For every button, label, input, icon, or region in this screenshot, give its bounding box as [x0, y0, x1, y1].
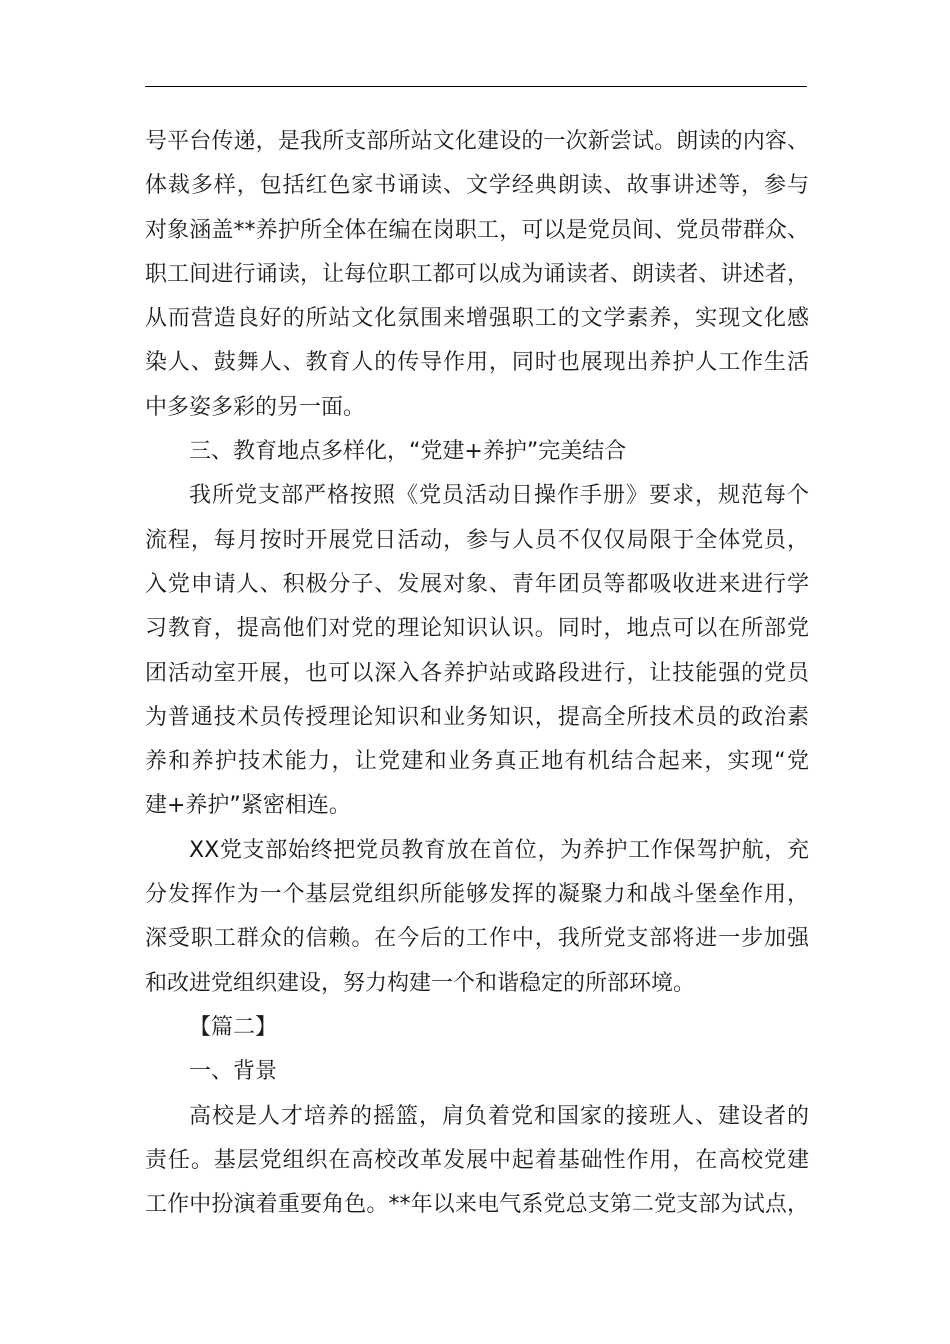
header-rule — [145, 86, 807, 87]
paragraph-line: 染人、鼓舞人、教育人的传导作用，同时也展现出养护人工作生活 — [145, 350, 809, 376]
paragraph-line: 体裁多样，包括红色家书诵读、文学经典朗读、故事讲述等，参与 — [145, 173, 809, 199]
paragraph-line: 高校是人才培养的摇篮，肩负着党和国家的接班人、建设者的 — [189, 1103, 809, 1129]
paragraph-line: 职工间进行诵读，让每位职工都可以成为诵读者、朗读者、讲述者， — [145, 261, 809, 287]
paragraph-line: 工作中扮演着重要角色。**年以来电气系党总支第二党支部为试点， — [145, 1192, 809, 1218]
paragraph-line: 责任。基层党组织在高校改革发展中起着基础性作用，在高校党建 — [145, 1147, 809, 1173]
section-heading: 三、教育地点多样化，“党建+养护”完美结合 — [189, 439, 627, 465]
document-body — [145, 120, 809, 1227]
paragraph-line: 习教育，提高他们对党的理论知识认识。同时，地点可以在所部党 — [145, 616, 809, 642]
paragraph-line: 从而营造良好的所站文化氛围来增强职工的文学素养，实现文化感 — [145, 306, 809, 332]
paragraph-line: 和改进党组织建设，努力构建一个和谐稳定的所部环境。 — [145, 970, 696, 996]
paragraph-line: 我所党支部严格按照《党员活动日操作手册》要求，规范每个 — [189, 483, 809, 509]
paragraph-line: 深受职工群众的信赖。在今后的工作中，我所党支部将进一步加强 — [145, 926, 809, 952]
paragraph-line: 分发挥作为一个基层党组织所能够发挥的凝聚力和战斗堡垒作用， — [145, 882, 809, 908]
section-heading: 一、背景 — [189, 1059, 278, 1085]
paragraph-line: 中多姿多彩的另一面。 — [145, 394, 366, 420]
paragraph-line: 为普通技术员传授理论知识和业务知识，提高全所技术员的政治素 — [145, 704, 809, 730]
paragraph-line: 号平台传递，是我所支部所站文化建设的一次新尝试。朗读的内容、 — [145, 129, 809, 154]
paragraph-line: XX党支部始终把党员教育放在首位，为养护工作保驾护航，充 — [189, 837, 809, 863]
paragraph-line: 入党申请人、积极分子、发展对象、青年团员等都吸收进来进行学 — [145, 571, 809, 597]
paragraph-line: 养和养护技术能力，让党建和业务真正地有机结合起来，实现“党 — [145, 749, 809, 775]
paragraph-line: 对象涵盖**养护所全体在编在岗职工，可以是党员间、党员带群众、 — [145, 217, 809, 243]
paragraph-line: 流程，每月按时开展党日活动，参与人员不仅仅局限于全体党员， — [145, 527, 809, 553]
part-heading: 【篇二】 — [189, 1014, 278, 1040]
paragraph-line: 团活动室开展，也可以深入各养护站或路段进行，让技能强的党员 — [145, 660, 809, 686]
paragraph-line: 建+养护”紧密相连。 — [145, 793, 351, 819]
